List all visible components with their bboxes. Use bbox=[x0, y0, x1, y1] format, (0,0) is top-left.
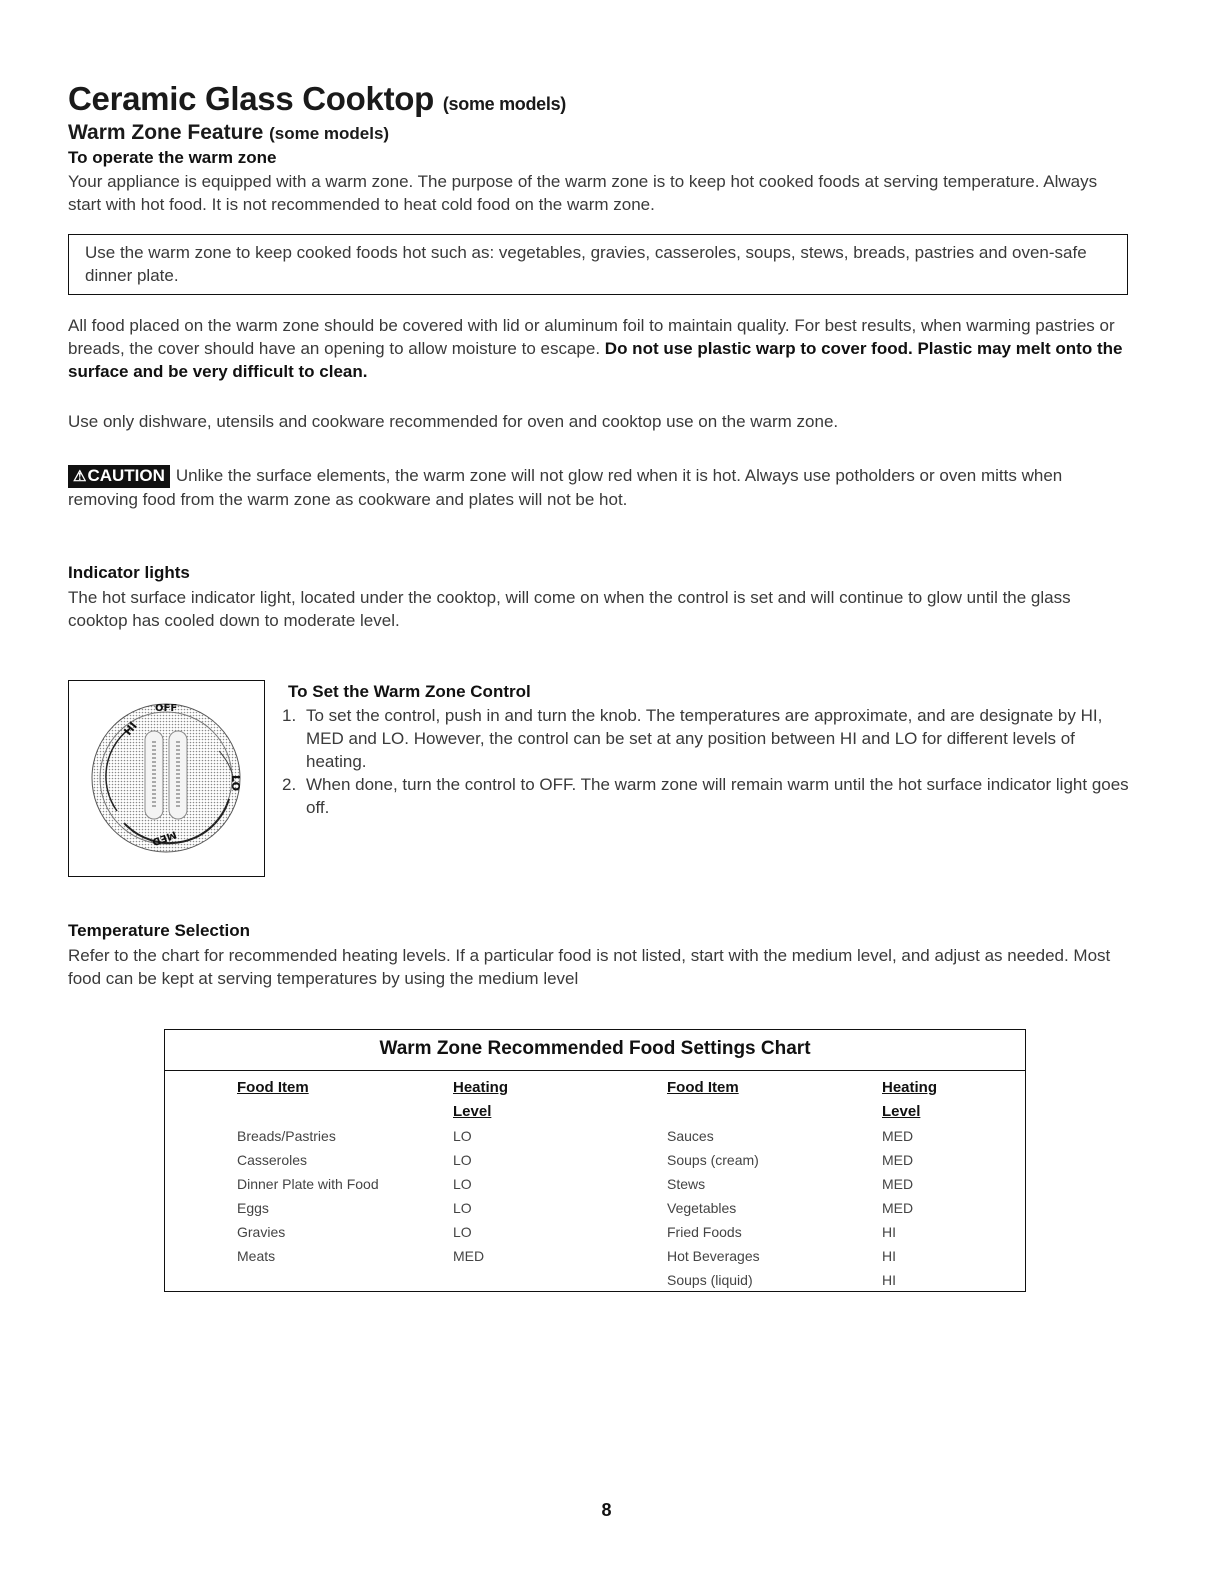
table-cell-level: HI bbox=[882, 1224, 896, 1240]
step-item bbox=[282, 704, 1132, 773]
table-cell-food: Casseroles bbox=[237, 1152, 308, 1168]
chart-title: Warm Zone Recommended Food Settings Chart bbox=[379, 1038, 811, 1059]
table-cell-food: Gravies bbox=[237, 1224, 286, 1240]
indicator-heading: Indicator lights bbox=[68, 563, 190, 582]
cover-paragraph bbox=[68, 314, 1130, 383]
set-control-steps bbox=[282, 704, 1132, 819]
knob-med-label: MED bbox=[150, 828, 178, 848]
knob-lo-label: LO bbox=[229, 775, 242, 791]
temperature-paragraph: Refer to the chart for recommended heating levels. If a particular food is not listed, start with the medium level, and adjust as needed. Most food can be kept at serving temperatures by using the medium level bbox=[68, 946, 1111, 988]
heating-header: Heating bbox=[882, 1079, 938, 1096]
cover-paragraph-warning: Do not use plastic warp to cover food. Plastic may melt onto the surface and be very difficult to clean. bbox=[68, 339, 1123, 381]
food-item-header: Food Item bbox=[237, 1079, 309, 1096]
table-cell-level: MED bbox=[882, 1152, 914, 1168]
page-title: Ceramic Glass Cooktop (some models) bbox=[68, 80, 566, 117]
table-cell-food: Eggs bbox=[237, 1200, 269, 1216]
table-cell-food: Vegetables bbox=[667, 1200, 737, 1216]
table-cell-food: Hot Beverages bbox=[667, 1248, 760, 1264]
table-cell-level: HI bbox=[882, 1248, 896, 1264]
chart-divider bbox=[165, 1070, 1025, 1071]
knob-hi-label: HI bbox=[121, 719, 140, 738]
knob-illustration bbox=[68, 680, 265, 877]
cover-paragraph-text: All food placed on the warm zone should be covered with lid or aluminum foil to maintain quality. For best results, when warming pastries or breads, the cover should have an opening to allow moisture to escape. bbox=[68, 316, 1115, 358]
table-cell-food: Soups (cream) bbox=[667, 1152, 759, 1168]
left-food-column bbox=[237, 1076, 379, 1268]
set-control-heading: To Set the Warm Zone Control bbox=[288, 682, 531, 701]
step-item bbox=[282, 773, 1132, 819]
boxed-note: Use the warm zone to keep cooked foods hot such as: vegetables, gravies, casseroles, soups, stews, breads, pastries and oven-safe dinner plate. bbox=[68, 234, 1128, 295]
right-level-column bbox=[882, 1076, 937, 1292]
table-cell-level: HI bbox=[882, 1272, 896, 1288]
warning-triangle-icon: ⚠ bbox=[73, 468, 87, 485]
table-cell-level: LO bbox=[453, 1224, 472, 1240]
table-cell-level: MED bbox=[882, 1176, 914, 1192]
right-food-column bbox=[667, 1076, 760, 1292]
food-settings-chart bbox=[164, 1029, 1026, 1292]
step-number: 1. bbox=[282, 706, 297, 725]
caution-badge: ⚠CAUTION bbox=[68, 465, 170, 488]
table-cell-level: MED bbox=[882, 1200, 914, 1216]
left-level-column bbox=[453, 1076, 508, 1268]
table-cell-level: LO bbox=[453, 1200, 472, 1216]
knob-off-label: OFF bbox=[155, 703, 178, 714]
caution-text: Unlike the surface elements, the warm zone will not glow red when it is hot. Always use potholders or oven mitts when removing food from the warm zone as cookware and plates will not be hot. bbox=[68, 466, 1063, 509]
table-cell-food: Fried Foods bbox=[667, 1224, 742, 1240]
section-title: Warm Zone Feature (some models) bbox=[68, 121, 390, 144]
table-cell-level: LO bbox=[453, 1128, 472, 1144]
caution-paragraph bbox=[68, 464, 1130, 511]
level-header: Level bbox=[453, 1103, 492, 1120]
temperature-heading: Temperature Selection bbox=[68, 921, 251, 940]
table-cell-level: LO bbox=[453, 1152, 472, 1168]
page-number: 8 bbox=[601, 1500, 612, 1520]
control-knob-icon bbox=[69, 681, 263, 875]
food-item-header: Food Item bbox=[667, 1079, 739, 1096]
step-text: To set the control, push in and turn the knob. The temperatures are approximate, and are designate by HI, MED and LO. However, the control can be set at any position between HI and LO for different levels of heating. bbox=[306, 706, 1103, 771]
section-title-qualifier: (some models) bbox=[269, 124, 390, 143]
page-title-qualifier: (some models) bbox=[442, 94, 566, 114]
table-cell-level: MED bbox=[453, 1248, 485, 1264]
dishware-paragraph: Use only dishware, utensils and cookware recommended for oven and cooktop use on the warm zone. bbox=[68, 412, 839, 431]
table-cell-level: MED bbox=[882, 1128, 914, 1144]
indicator-paragraph: The hot surface indicator light, located under the cooktop, will come on when the control is set and will continue to glow until the glass cooktop has cooled down to moderate level. bbox=[68, 588, 1071, 630]
table-cell-food: Dinner Plate with Food bbox=[237, 1176, 379, 1192]
operate-paragraph: Your appliance is equipped with a warm zone. The purpose of the warm zone is to keep hot cooked foods at serving temperature. Always start with hot food. It is not recommended to heat cold food on the warm zone. bbox=[68, 172, 1098, 214]
operate-heading: To operate the warm zone bbox=[68, 148, 277, 167]
step-text: When done, turn the control to OFF. The warm zone will remain warm until the hot surface indicator light goes off. bbox=[306, 775, 1129, 817]
table-cell-food: Sauces bbox=[667, 1128, 714, 1144]
table-cell-food: Soups (liquid) bbox=[667, 1272, 753, 1288]
step-number: 2. bbox=[282, 775, 297, 794]
table-cell-food: Meats bbox=[237, 1248, 276, 1264]
table-cell-food: Breads/Pastries bbox=[237, 1128, 336, 1144]
level-header: Level bbox=[882, 1103, 921, 1120]
table-cell-food: Stews bbox=[667, 1176, 706, 1192]
heating-header: Heating bbox=[453, 1079, 509, 1096]
table-cell-level: LO bbox=[453, 1176, 472, 1192]
